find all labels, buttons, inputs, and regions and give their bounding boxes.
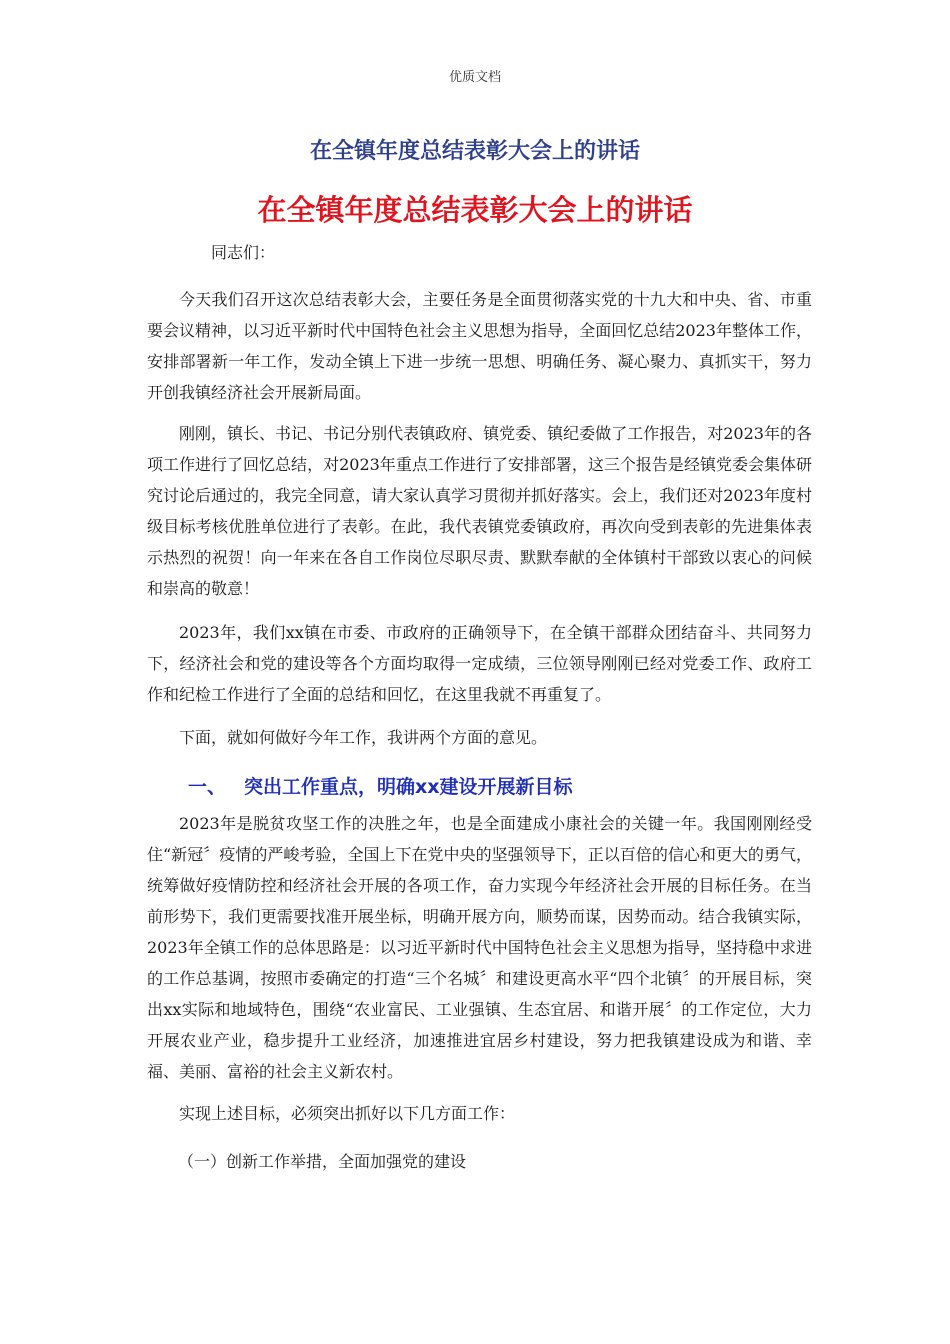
paragraph-block	[147, 808, 812, 1087]
header-note: 优质文档	[448, 70, 501, 85]
sub-heading-one: （一）创新工作举措，全面加强党的建设	[178, 1152, 467, 1171]
paragraph-block	[147, 418, 812, 604]
salutation: 同志们：	[211, 243, 276, 262]
paragraph-block	[147, 617, 812, 710]
section-one-paragraph-1: 2023年是脱贫攻坚工作的决胜之年，也是全面建成小康社会的关键一年。我国刚刚经受住“新冠〞疫情的严峻考验，全国上下在党中央的坚强领导下，正以百倍的信心和更大的勇气，统筹做好疫情防控和经济社会开展的各项工作，奋力实现今年经济社会开展的目标任务。在当前形势下，我们更需要找准开展坐标，明确开展方向，顺势而谋，因势而动。结合我镇实际，2023年全镇工作的总体思路是：以习近平新时代中国特色社会主义思想为指导，坚持稳中求进的工作总基调，按照市委确定的打造“三个名城〞和建设更高水平“四个北镇〞的开展目标，突出xx实际和地域特色，围绕“农业富民、工业强镇、生态宜居、和谐开展〞的工作定位，大力开展农业产业，稳步提升工业经济，加速推进宜居乡村建设，努力把我镇建设成为和谐、幸福、美丽、富裕的社会主义新农村。	[147, 814, 812, 1081]
paragraph-2: 刚刚，镇长、书记、书记分别代表镇政府、镇党委、镇纪委做了工作报告，对2023年的各项工作进行了回忆总结，对2023年重点工作进行了安排部署，这三个报告是经镇党委会集体研究讨论后通过的，我完全同意，请大家认真学习贯彻并抓好落实。会上，我们还对2023年度村级目标考核优胜单位进行了表彰。在此，我代表镇党委镇政府，再次向受到表彰的先进集体表示热烈的祝贺！向一年来在各自工作岗位尽职尽责、默默奉献的全体镇村干部致以衷心的问候和崇高的敬意！	[147, 424, 812, 598]
paragraph-1: 今天我们召开这次总结表彰大会，主要任务是全面贯彻落实党的十九大和中央、省、市重要会议精神，以习近平新时代中国特色社会主义思想为指导，全面回忆总结2023年整体工作，安排部署新一年工作，发动全镇上下进一步统一思想、明确任务、凝心聚力、真抓实干，努力开创我镇经济社会开展新局面。	[147, 290, 812, 402]
section-number: 一、	[188, 776, 227, 798]
paragraph-block	[147, 284, 812, 408]
document-title-small: 在全镇年度总结表彰大会上的讲话	[309, 139, 640, 164]
document-title-large: 在全镇年度总结表彰大会上的讲话	[257, 193, 693, 227]
section-title: 突出工作重点，明确xx建设开展新目标	[244, 776, 573, 798]
paragraph-block	[147, 722, 812, 753]
paragraph-block	[147, 1098, 812, 1129]
paragraph-4: 下面，就如何做好今年工作，我讲两个方面的意见。	[179, 728, 548, 747]
section-heading-one	[188, 772, 573, 799]
section-one-paragraph-2: 实现上述目标，必须突出抓好以下几方面工作：	[179, 1104, 516, 1123]
paragraph-3: 2023年，我们xx镇在市委、市政府的正确领导下，在全镇干部群众团结奋斗、共同努力下，经济社会和党的建设等各个方面均取得一定成绩，三位领导刚刚已经对党委工作、政府工作和纪检工作进行了全面的总结和回忆，在这里我就不再重复了。	[147, 623, 812, 704]
